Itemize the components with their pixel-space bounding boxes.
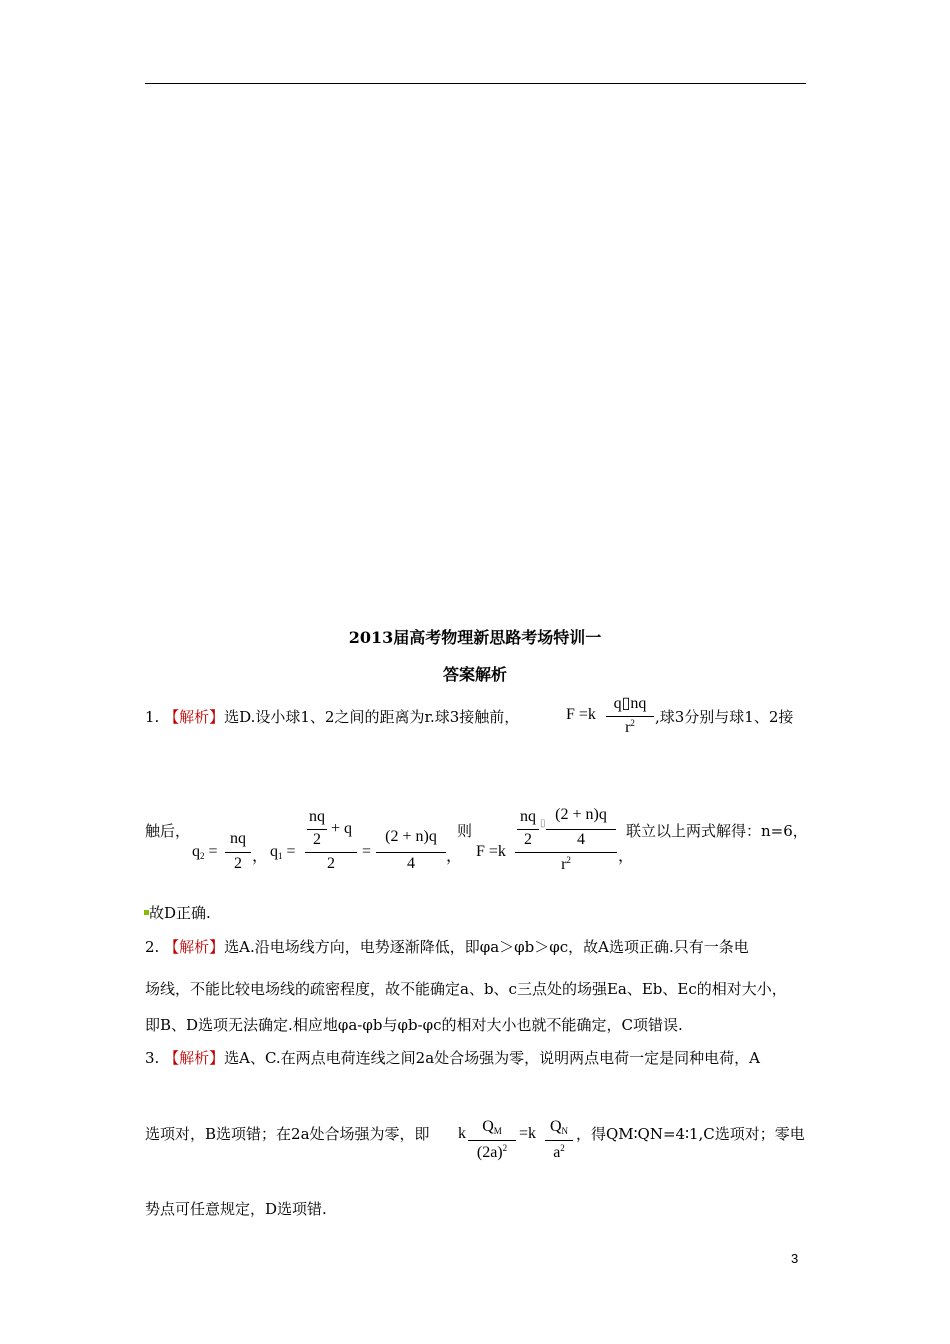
- q1-q2-denominator: 2: [234, 855, 242, 872]
- q3-line2-a: 选项对，B选项错；在2a处合场强为零，即: [145, 1125, 430, 1143]
- q3-line1: [145, 1047, 760, 1068]
- q1-q2-numerator: nq: [230, 830, 246, 847]
- q1-comma-1: ，: [252, 848, 269, 865]
- q1-comma-3: ，: [618, 848, 635, 865]
- q1-q1-lhs: $q_1$ =: [270, 843, 296, 861]
- q2-line2: 场线，不能比较电场线的疏密程度，故不能确定a、b、c三点处的场强Ea、Eb、Ec的相对大小，: [145, 980, 787, 998]
- q1-F2-num-b: (2 + n)q: [555, 806, 607, 823]
- q1-q1-main-bar: [305, 852, 357, 853]
- q3-line2-b: ，得QM∶QN=4∶1,C选项对；零电: [576, 1125, 805, 1143]
- q1-F2-num-b-bar: [546, 829, 616, 830]
- q1-q1-equals: =: [362, 843, 372, 860]
- q3-number: 3.: [145, 1049, 165, 1067]
- q1-F2-main-bar: [515, 852, 617, 853]
- q1-q1-rhs-bar: [376, 852, 446, 853]
- q1-F2-num-a: nq: [520, 808, 536, 825]
- q1-q1-inner-denominator: 2: [313, 831, 321, 848]
- q1-line1-text: [145, 706, 519, 727]
- q3-QM-bar: [468, 1140, 516, 1141]
- q3-QM-numerator: $Q_M$: [482, 1118, 502, 1136]
- q1-F2-lhs: F =k: [476, 843, 506, 860]
- q3-line3: 势点可任意规定，D选项错.: [145, 1200, 327, 1218]
- q1-comma-2: ，: [446, 848, 463, 865]
- q3-line1-text: 选A、C.在两点电荷连线之间2a处合场强为零，说明两点电荷一定是同种电荷，A: [224, 1049, 760, 1067]
- q2-analysis-tag: 【解析】: [164, 938, 225, 956]
- q1-q1-rhs-denominator: 4: [407, 855, 415, 872]
- q1-q2-lhs: $q_2$ =: [192, 843, 218, 861]
- q3-QN-denominator: $a^2$: [553, 1143, 565, 1161]
- q3-QN-numerator: $Q_N$: [549, 1118, 569, 1136]
- q2-line1-text: 选A.沿电场线方向，电势逐渐降低，即φa＞φb＞φc，故A选项正确.只有一条电: [224, 938, 749, 956]
- q2-line3: 即B、D选项无法确定.相应地φa-φb与φb-φc的相对大小也就不能确定，C项错误.: [145, 1016, 683, 1034]
- document-subtitle: 答案解析: [442, 665, 507, 684]
- q1-q1-plus-q: + q: [331, 820, 353, 837]
- q1-q2-fraction-bar: [225, 852, 251, 853]
- q1-q1-inner-numerator: nq: [309, 808, 325, 825]
- q1-eq1-fraction-bar: [606, 716, 654, 717]
- q1-F2-main-den: $r^2$: [561, 855, 571, 873]
- q1-q1-rhs-numerator: (2 + n)q: [385, 828, 437, 845]
- q1-number: 1.: [145, 708, 165, 726]
- q1-F2-num-a-den: 2: [524, 831, 532, 848]
- q1-F2-num-b-den: 4: [577, 831, 585, 848]
- q1-eq1-denominator: $r^2$: [625, 718, 635, 736]
- q1-then: 则: [457, 822, 473, 840]
- q1-text-b: ,球3分别与球1、2接: [655, 708, 794, 726]
- q2-line1: [145, 936, 749, 957]
- q1-analysis-tag: 【解析】: [164, 708, 225, 726]
- q1-line2-a: 触后，: [145, 822, 191, 840]
- q3-QM-denominator: $(2a)^2$: [476, 1143, 508, 1161]
- header-rule: [145, 83, 806, 84]
- q1-text-a: 选D.设小球1、2之间的距离为r.球3接触前，: [224, 708, 520, 726]
- q2-number: 2.: [145, 938, 165, 956]
- q3-analysis-tag: 【解析】: [164, 1049, 225, 1067]
- page-number: 3: [791, 1251, 799, 1266]
- q3-equals: =k: [519, 1125, 537, 1142]
- q1-q1-inner-bar: [307, 829, 327, 830]
- q1-F2-num-a-bar: [517, 829, 539, 830]
- q1-eq1-numerator: q▯nq: [613, 695, 647, 712]
- document-title: 2013届高考物理新思路考场特训一: [348, 628, 602, 647]
- q1-eq1-lhs: F =k: [566, 706, 596, 723]
- q3-QN-bar: [545, 1140, 573, 1141]
- q1-q1-main-denominator: 2: [327, 855, 335, 872]
- q3-k-1: k: [458, 1125, 466, 1142]
- q1-line3: 故D正确.: [149, 904, 211, 922]
- q1-F2-dot: ▯: [540, 818, 546, 829]
- q1-line2-b: 联立以上两式解得：n=6，: [626, 822, 808, 840]
